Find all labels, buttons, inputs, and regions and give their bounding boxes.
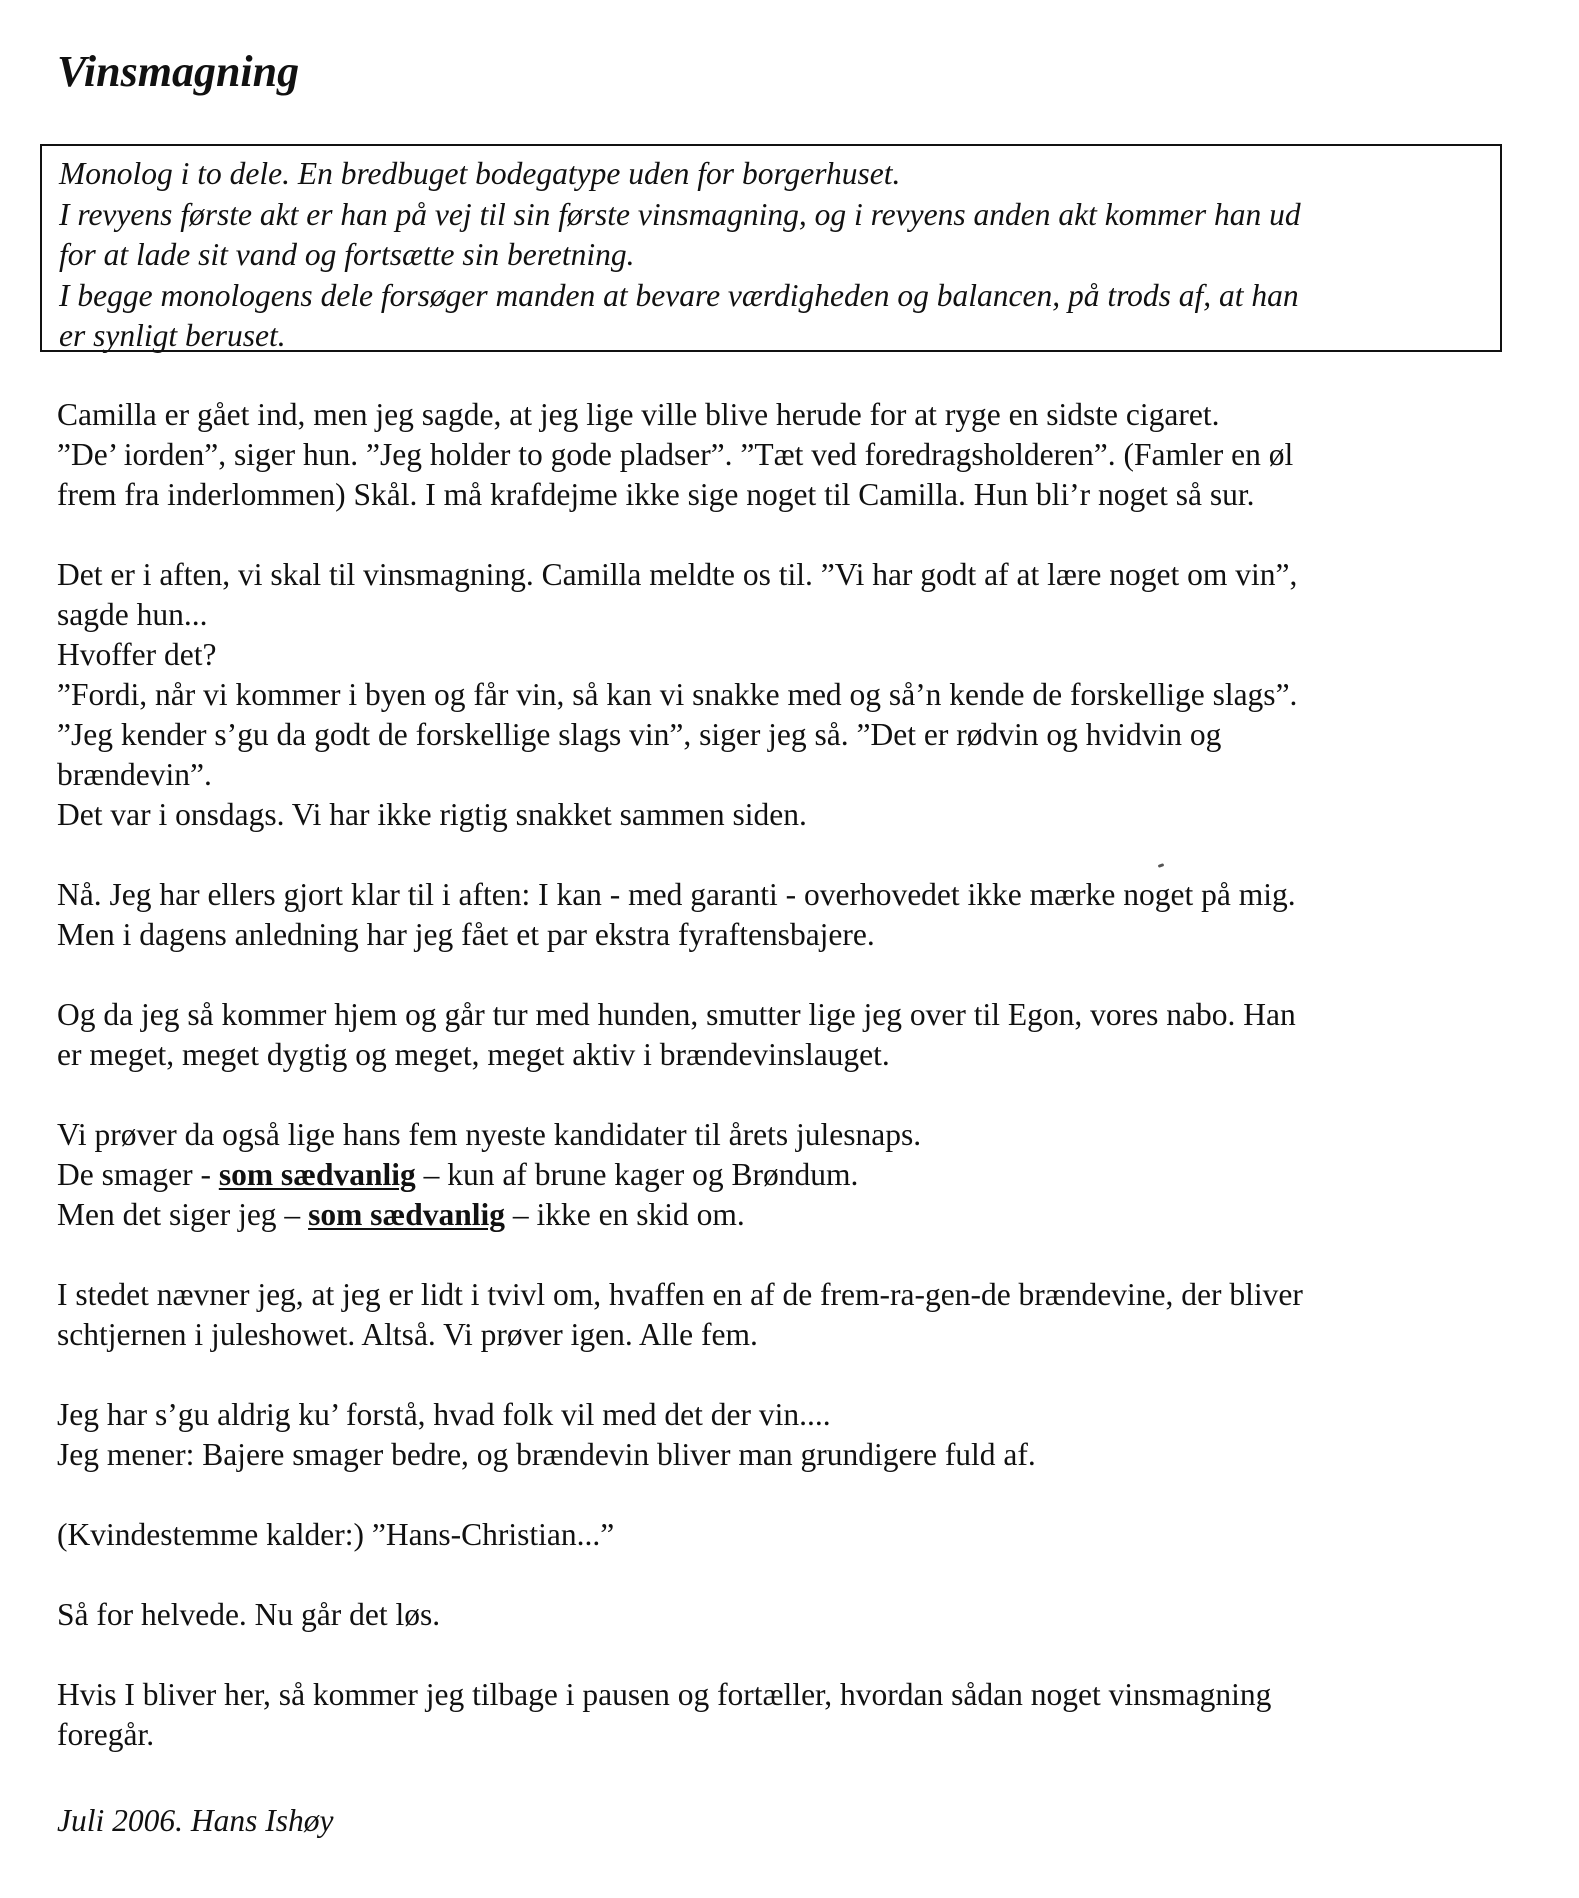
text-segment: Men det siger jeg – (57, 1197, 309, 1232)
paragraph-6 (57, 1275, 1527, 1355)
intro-line: Monolog i to dele. En bredbuget bodegatype uden for borgerhuset. (59, 156, 901, 191)
paragraph-10 (57, 1675, 1527, 1755)
paragraph-4 (57, 995, 1527, 1075)
text-line: ”De’ iorden”, siger hun. ”Jeg holder to gode pladser”. ”Tæt ved foredragsholderen”. (Famler en øl (57, 437, 1294, 472)
text-line: sagde hun... (57, 597, 208, 632)
monologue-body (57, 395, 1527, 1795)
paragraph-9 (57, 1595, 1527, 1635)
text-line: Hvis I bliver her, så kommer jeg tilbage i pausen og fortæller, hvordan sådan noget vinsmagning (57, 1677, 1272, 1712)
text-line: I stedet nævner jeg, at jeg er lidt i tvivl om, hvaffen en af de frem-ra-gen-de brændevine, der bliver (57, 1277, 1303, 1312)
intro-line: for at lade sit vand og fortsætte sin beretning. (59, 237, 635, 272)
text-line: brændevin”. (57, 757, 212, 792)
text-line-emphasis (57, 1195, 1527, 1235)
intro-box (40, 144, 1502, 352)
paragraph-2 (57, 555, 1527, 835)
text-line: ”Fordi, når vi kommer i byen og får vin, så kan vi snakke med og så’n kende de forskellige slags”. (57, 677, 1298, 712)
intro-line: I begge monologens dele forsøger manden at bevare værdigheden og balancen, på trods af, at han (59, 277, 1299, 313)
text-line-emphasis (57, 1155, 1527, 1195)
paragraph-7 (57, 1395, 1527, 1475)
paragraph-8 (57, 1515, 1527, 1555)
text-line: Det var i onsdags. Vi har ikke rigtig snakket sammen siden. (57, 797, 807, 832)
underlined-emphasis: som sædvanlig (308, 1197, 505, 1232)
underlined-emphasis: som sædvanlig (218, 1157, 416, 1192)
signature: Juli 2006. Hans Ishøy (57, 1803, 334, 1838)
text-line: Og da jeg så kommer hjem og går tur med hunden, smutter lige jeg over til Egon, vores nabo. Han (57, 997, 1296, 1032)
text-line: schtjernen i juleshowet. Altså. Vi prøver igen. Alle fem. (57, 1317, 758, 1352)
text-line: Camilla er gået ind, men jeg sagde, at jeg lige ville blive herude for at ryge en sidste cigaret. (57, 397, 1220, 432)
text-line: er meget, meget dygtig og meget, meget aktiv i brændevinslauget. (57, 1037, 890, 1072)
document-title: Vinsmagning (57, 47, 300, 96)
intro-line: I revyens første akt er han på vej til sin første vinsmagning, og i revyens anden akt kommer han ud (59, 196, 1301, 232)
text-segment: – ikke en skid om. (504, 1197, 745, 1232)
text-line: Jeg mener: Bajere smager bedre, og brændevin bliver man grundigere fuld af. (57, 1437, 1036, 1472)
intro-line: er synligt beruset. (59, 318, 286, 353)
text-segment: De smager - (57, 1157, 219, 1192)
paragraph-3 (57, 875, 1527, 955)
text-line: Så for helvede. Nu går det løs. (57, 1597, 441, 1632)
text-line: foregår. (57, 1717, 155, 1752)
text-line: Men i dagens anledning har jeg fået et par ekstra fyraftensbajere. (57, 917, 875, 952)
text-line: Det er i aften, vi skal til vinsmagning. Camilla meldte os til. ”Vi har godt af at lære noget om vin”, (57, 557, 1298, 592)
text-line: ”Jeg kender s’gu da godt de forskellige slags vin”, siger jeg så. ”Det er rødvin og hvidvin og (57, 717, 1222, 752)
text-line: Nå. Jeg har ellers gjort klar til i aften: I kan - med garanti - overhovedet ikke mærke noget på mig. (57, 877, 1296, 912)
text-line: Jeg har s’gu aldrig ku’ forstå, hvad folk vil med det der vin.... (57, 1397, 831, 1432)
paragraph-1 (57, 395, 1527, 515)
text-segment: – kun af brune kager og Brøndum. (415, 1157, 859, 1192)
paragraph-5 (57, 1115, 1527, 1235)
text-line: Vi prøver da også lige hans fem nyeste kandidater til årets julesnaps. (57, 1117, 922, 1152)
text-line: (Kvindestemme kalder:) ”Hans-Christian...” (57, 1517, 615, 1552)
text-line: frem fra inderlommen) Skål. I må krafdejme ikke sige noget til Camilla. Hun bli’r noget så sur. (57, 477, 1255, 512)
text-line: Hvoffer det? (57, 637, 217, 672)
